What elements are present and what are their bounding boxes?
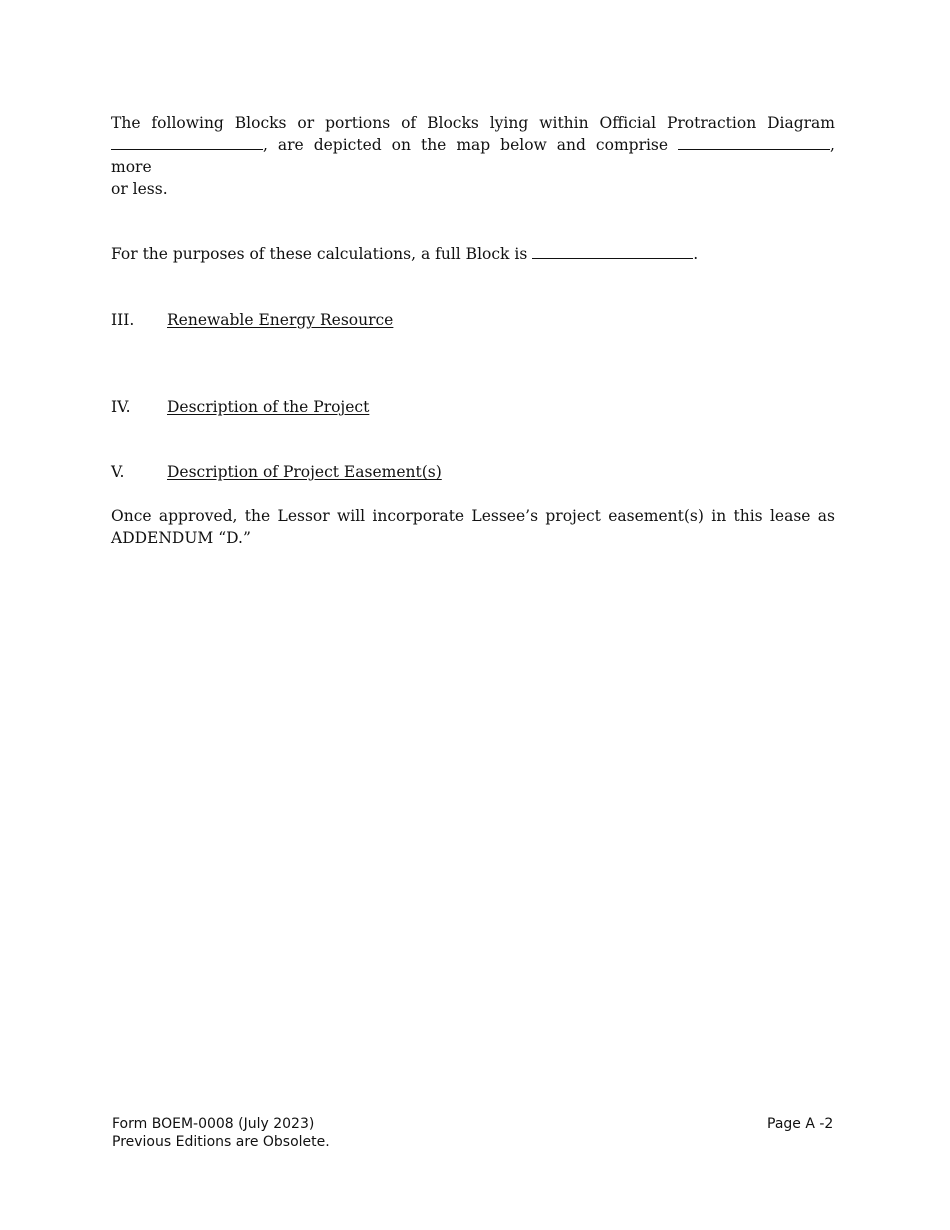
footer-obsolete-note: Previous Editions are Obsolete. <box>112 1134 330 1150</box>
full-block-paragraph <box>111 243 835 265</box>
easement-paragraph: Once approved, the Lessor will incorporate Lessee’s project easement(s) in this lease as ADDENDUM “D.” <box>111 507 835 547</box>
section-number: V. <box>111 463 125 481</box>
protraction-line-1: The following Blocks or portions of Blocks lying within Official Protraction Diagram <box>111 114 835 132</box>
section-heading: Renewable Energy Resource <box>167 311 394 329</box>
footer-page-number: Page A -2 <box>767 1116 834 1132</box>
section-heading: Description of Project Easement(s) <box>167 463 442 481</box>
full-block-text: For the purposes of these calculations, a full Block is <box>111 245 528 263</box>
protraction-paragraph <box>111 112 835 200</box>
section-number: IV. <box>111 398 131 416</box>
protraction-line-3: or less. <box>111 180 168 198</box>
footer-form-id: Form BOEM-0008 (July 2023) <box>112 1116 315 1132</box>
protraction-line-2-text: , are depicted on the map below and comprise <box>263 136 669 154</box>
full-block-end: . <box>693 245 699 263</box>
full-block-blank[interactable] <box>532 244 693 259</box>
protraction-line-2 <box>111 134 835 178</box>
protraction-diagram-blank[interactable] <box>111 135 263 150</box>
footer-form-info <box>112 1115 330 1151</box>
protraction-line-2-end: , more <box>111 136 835 176</box>
section-heading: Description of the Project <box>167 398 370 416</box>
acreage-blank[interactable] <box>678 135 830 150</box>
section-number: III. <box>111 311 135 329</box>
